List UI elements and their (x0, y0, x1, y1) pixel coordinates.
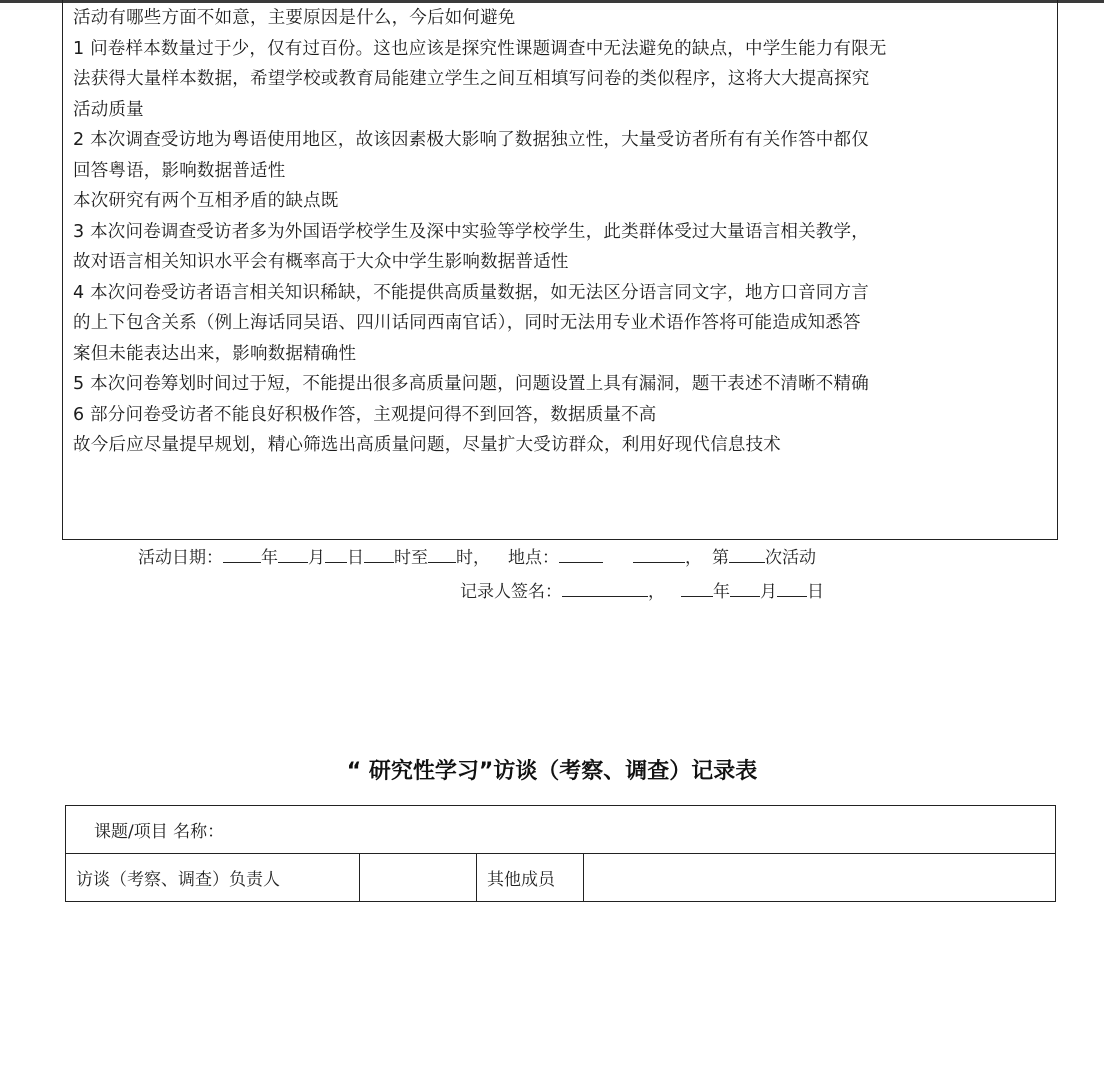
day-text: 日 (347, 548, 364, 568)
month-text: 月 (308, 548, 325, 568)
lead-label: 访谈（考察、调查）负责人 (76, 870, 280, 890)
recorder-signature-row (460, 577, 824, 602)
reflection-box (62, 0, 1058, 540)
year-blank[interactable] (223, 547, 261, 563)
other-members-label: 其他成员 (487, 870, 555, 890)
day-blank[interactable] (325, 547, 347, 563)
reflection-line: 案但未能表达出来，影响数据精确性 (73, 343, 357, 364)
ordinal-suffix: 次活动 (765, 548, 816, 568)
sign-year-blank[interactable] (681, 581, 713, 597)
members-row (66, 854, 1056, 902)
reflection-line: 1 问卷样本数量过于少，仅有过百份。这也应该是探究性课题调查中无法避免的缺点，中学生能力有限无 (73, 38, 887, 59)
other-members-value-cell[interactable] (584, 854, 1056, 902)
signature-blank[interactable] (562, 581, 648, 597)
hour-from-text: 时至 (394, 548, 428, 568)
lead-value-cell[interactable] (360, 854, 477, 902)
place-comma: ， (685, 548, 702, 568)
year-text: 年 (261, 548, 278, 568)
reflection-line: 故对语言相关知识水平会有概率高于大众中学生影响数据普适性 (73, 252, 569, 272)
signer-label: 记录人签名： (460, 582, 562, 602)
hour-from-blank[interactable] (364, 547, 394, 563)
date-label: 活动日期： (138, 548, 223, 568)
hour-to-blank[interactable] (428, 547, 456, 563)
sign-comma: ， (648, 582, 665, 602)
reflection-line: 5 本次问卷筹划时间过于短，不能提出很多高质量问题，问题设置上具有漏洞，题干表述不清晰不精确 (73, 374, 869, 394)
reflection-line: 法获得大量样本数据，希望学校或教育局能建立学生之间互相填写问卷的类似程序，这将大大提高探究 (73, 69, 870, 89)
sign-year-text: 年 (713, 582, 730, 602)
sign-day-blank[interactable] (777, 581, 807, 597)
project-name-label: 课题/项目 名称： (94, 822, 225, 842)
reflection-line: 6 部分问卷受访者不能良好积极作答，主观提问得不到回答，数据质量不高 (73, 404, 657, 425)
ordinal-blank[interactable] (729, 547, 765, 563)
reflection-line: 回答粤语，影响数据普适性 (73, 160, 286, 181)
sign-month-text: 月 (760, 582, 777, 602)
record-form-table (65, 805, 1056, 902)
ordinal-prefix: 第 (712, 548, 729, 568)
reflection-line: 2 本次调查受访地为粤语使用地区，故该因素极大影响了数据独立性，大量受访者所有有关作答中都仅 (73, 130, 869, 150)
reflection-line: 4 本次问卷受访者语言相关知识稀缺，不能提供高质量数据，如无法区分语言同文字，地方口音同方言 (73, 282, 869, 303)
place-label: 地点： (508, 548, 559, 568)
place-blank-1[interactable] (559, 547, 603, 563)
place-blank-2[interactable] (633, 547, 685, 563)
reflection-line: 活动有哪些方面不如意，主要原因是什么，今后如何避免 (73, 8, 516, 28)
other-members-label-cell (477, 854, 584, 902)
form-title: “ 研究性学习”访谈（考察、调查）记录表 (346, 759, 758, 784)
month-blank[interactable] (278, 547, 308, 563)
reflection-line: 的上下包含关系（例上海话同吴语、四川话同西南官话），同时无法用专业术语作答将可能造成知悉答 (73, 313, 861, 333)
sign-month-blank[interactable] (730, 581, 760, 597)
reflection-line: 活动质量 (73, 99, 144, 120)
project-name-row (66, 806, 1056, 854)
lead-label-cell (66, 854, 360, 902)
reflection-text (73, 3, 887, 461)
reflection-line: 本次研究有两个互相矛盾的缺点既 (73, 191, 339, 211)
reflection-line: 3 本次问卷调查受访者多为外国语学校学生及深中实验等学校学生，此类群体受过大量语言相关教学， (73, 221, 869, 242)
activity-date-row (138, 543, 816, 568)
sign-day-text: 日 (807, 582, 824, 602)
hour-to-text: 时， (456, 548, 490, 568)
project-name-cell[interactable] (66, 806, 1056, 854)
reflection-line: 故今后应尽量提早规划，精心筛选出高质量问题，尽量扩大受访群众，利用好现代信息技术 (73, 435, 781, 455)
